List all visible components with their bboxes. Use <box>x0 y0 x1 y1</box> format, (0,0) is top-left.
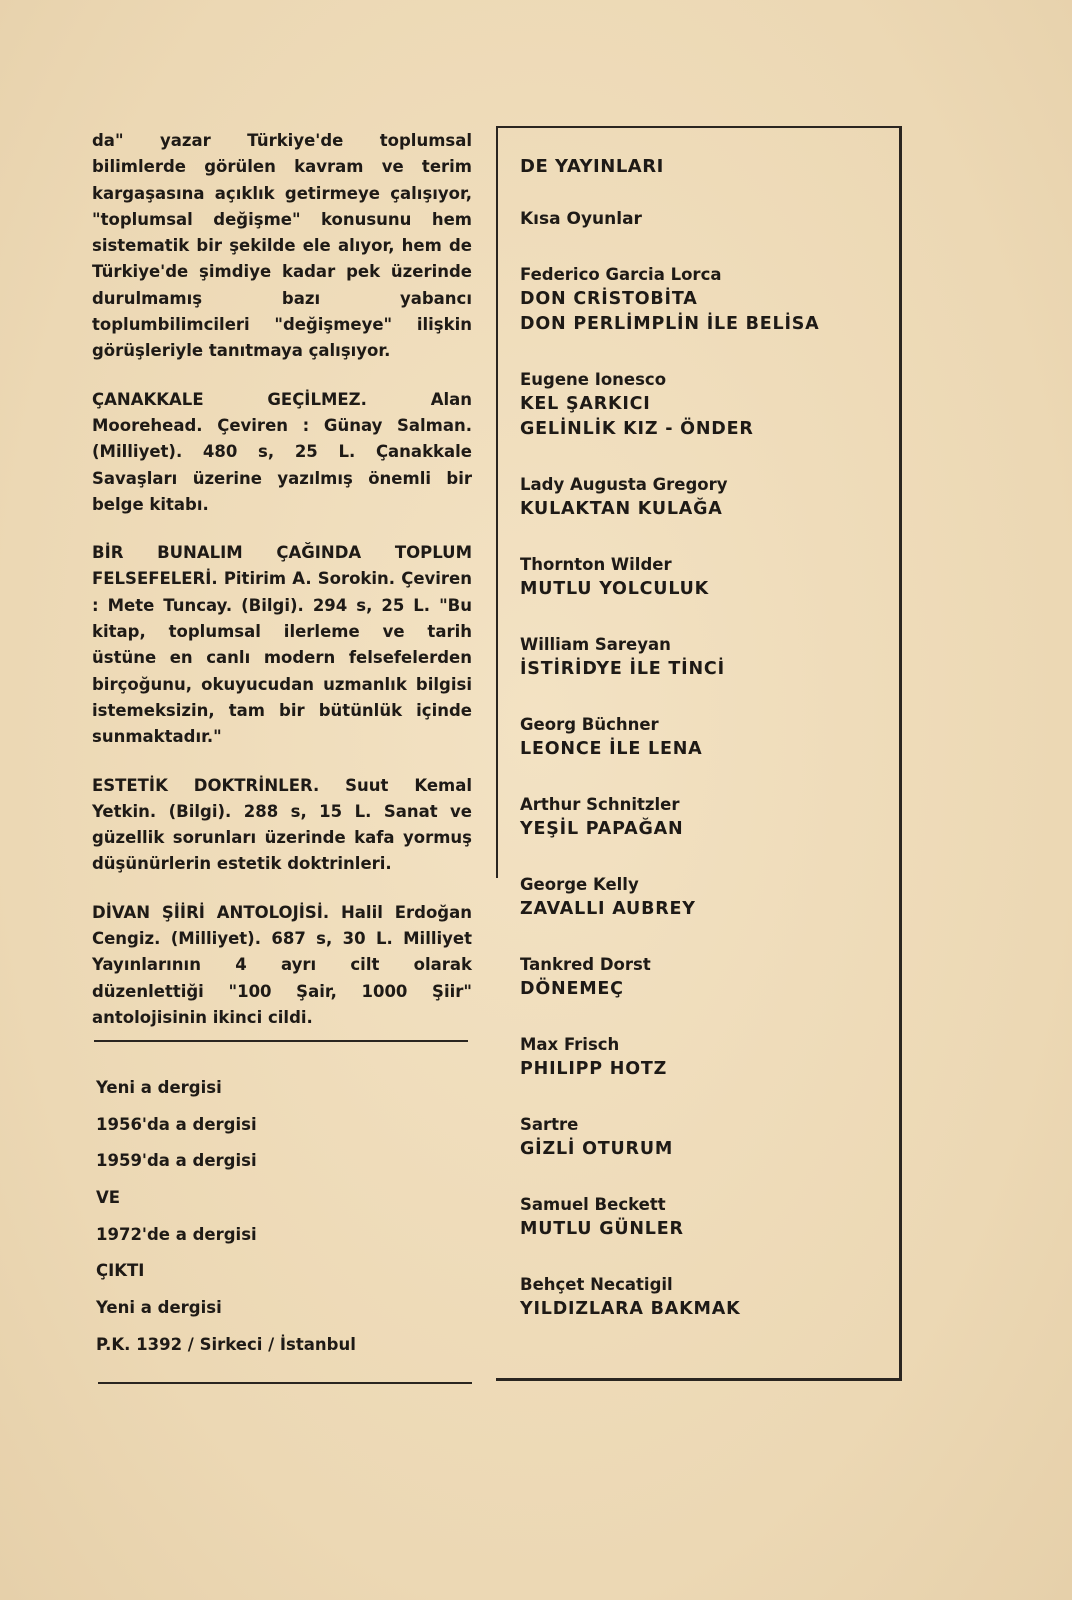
play-title: KEL ŞARKICI <box>520 394 651 414</box>
advert-bottom-rule <box>98 1382 472 1384</box>
review-book-title: ESTETİK DOKTRİNLER. <box>92 775 320 795</box>
review-paragraph <box>92 900 472 1031</box>
play-entry <box>520 632 890 682</box>
play-author: George Kelly <box>520 875 639 894</box>
play-author: Eugene Ionesco <box>520 370 667 389</box>
play-entry <box>520 1032 890 1082</box>
publisher-box <box>520 156 890 1352</box>
play-title: DÖNEMEÇ <box>520 979 624 999</box>
review-paragraph <box>92 387 472 518</box>
play-author: Samuel Beckett <box>520 1195 666 1214</box>
publisher-box-subtitle: Kısa Oyunlar <box>520 209 642 229</box>
play-title: MUTLU YOLCULUK <box>520 579 710 599</box>
review-book-title: ÇANAKKALE GEÇİLMEZ. <box>92 389 367 409</box>
advert-line: Yeni a dergisi <box>96 1078 222 1097</box>
review-text: Suut Kemal Yetkin. (Bilgi). 288 s, 15 L. Sanat ve güzellik sorunları üzerinde kafa yormuş düşünürlerin estetik doktrinleri. <box>92 775 472 874</box>
advert-block <box>96 1070 466 1364</box>
play-title: GELİNLİK KIZ - ÖNDER <box>520 419 754 439</box>
play-title: PHILIPP HOTZ <box>520 1059 668 1079</box>
play-entry <box>520 952 890 1002</box>
advert-line: 1959'da a dergisi <box>96 1151 257 1171</box>
review-text: Halil Erdoğan Cengiz. (Milliyet). 687 s, 30 L. Milliyet Yayınlarının 4 ayrı cilt olarak düzenlettiği "100 Şair, 1000 Şiir" antolojisinin ikinci cildi. <box>92 902 472 1027</box>
play-title: YEŞİL PAPAĞAN <box>520 819 684 839</box>
play-title: ZAVALLI AUBREY <box>520 899 696 919</box>
publisher-box-left-border <box>496 126 498 878</box>
play-entry <box>520 262 890 337</box>
advert-line: VE <box>96 1188 121 1208</box>
play-entry <box>520 1272 890 1322</box>
play-title: DON PERLİMPLİN İLE BELİSA <box>520 314 820 334</box>
play-author: Arthur Schnitzler <box>520 795 680 814</box>
play-entry <box>520 1192 890 1242</box>
book-review-column <box>92 128 472 1053</box>
review-paragraph <box>92 128 472 365</box>
play-author: William Sareyan <box>520 635 671 654</box>
play-author: Georg Büchner <box>520 715 659 734</box>
play-author: Behçet Necatigil <box>520 1275 673 1294</box>
review-paragraph <box>92 540 472 750</box>
play-author: Sartre <box>520 1115 579 1134</box>
advert-line: ÇIKTI <box>96 1261 145 1281</box>
review-book-title: BİR BUNALIM ÇAĞINDA TOPLUM FELSEFELERİ. <box>92 543 472 589</box>
play-title: İSTİRİDYE İLE TİNCİ <box>520 659 725 679</box>
review-text: Pitirim A. Sorokin. Çeviren : Mete Tuncay. (Bilgi). 294 s, 25 L. "Bu kitap, toplumsal ilerleme ve tarih üstüne en canlı modern felsefelerden birçoğunu, okuyucudan uzmanlık bilgisi istemeksizin, tam bir bütünlük içinde sunmaktadır." <box>92 569 472 747</box>
play-entry <box>520 712 890 762</box>
play-title: MUTLU GÜNLER <box>520 1219 684 1239</box>
play-author: Tankred Dorst <box>520 955 651 974</box>
advert-line: 1956'da a dergisi <box>96 1114 257 1134</box>
advert-line: 1972'de a dergisi <box>96 1224 257 1244</box>
review-book-title: DİVAN ŞİİRİ ANTOLOJİSİ. <box>92 902 330 922</box>
play-title: DON CRİSTOBİTA <box>520 289 698 309</box>
play-entry <box>520 367 890 442</box>
play-title: LEONCE İLE LENA <box>520 739 703 759</box>
review-text: da" yazar Türkiye'de toplumsal bilimlerde görülen kavram ve terim kargaşasına açıklık getirmeye çalışıyor, "toplumsal değişme" konusunu hem sistematik bir şekilde ele alıyor, hem de Türkiye'de şimdiye kadar pek üzerinde durulmamış bazı yabancı toplumbilimcileri "değişmeye" ilişkin görüşleriyle tanıtmaya çalışıyor. <box>92 131 472 361</box>
play-entry <box>520 792 890 842</box>
review-paragraph <box>92 773 472 878</box>
play-author: Federico Garcia Lorca <box>520 265 722 284</box>
play-author: Max Frisch <box>520 1035 620 1054</box>
play-list <box>520 262 890 1322</box>
play-entry <box>520 472 890 522</box>
play-title: GİZLİ OTURUM <box>520 1139 674 1159</box>
play-title: KULAKTAN KULAĞA <box>520 499 723 519</box>
play-title: YILDIZLARA BAKMAK <box>520 1299 741 1319</box>
advert-top-rule <box>94 1040 468 1042</box>
review-text: Alan Moorehead. Çeviren : Günay Salman. (Milliyet). 480 s, 25 L. Çanakkale Savaşları üzerine yazılmış önemli bir belge kitabı. <box>92 389 472 514</box>
play-entry <box>520 552 890 602</box>
advert-line: P.K. 1392 / Sirkeci / İstanbul <box>96 1334 356 1354</box>
advert-line: Yeni a dergisi <box>96 1298 222 1318</box>
play-entry <box>520 872 890 922</box>
publisher-box-title: DE YAYINLARI <box>520 156 664 177</box>
play-entry <box>520 1112 890 1162</box>
play-author: Lady Augusta Gregory <box>520 475 728 494</box>
play-author: Thornton Wilder <box>520 555 672 574</box>
